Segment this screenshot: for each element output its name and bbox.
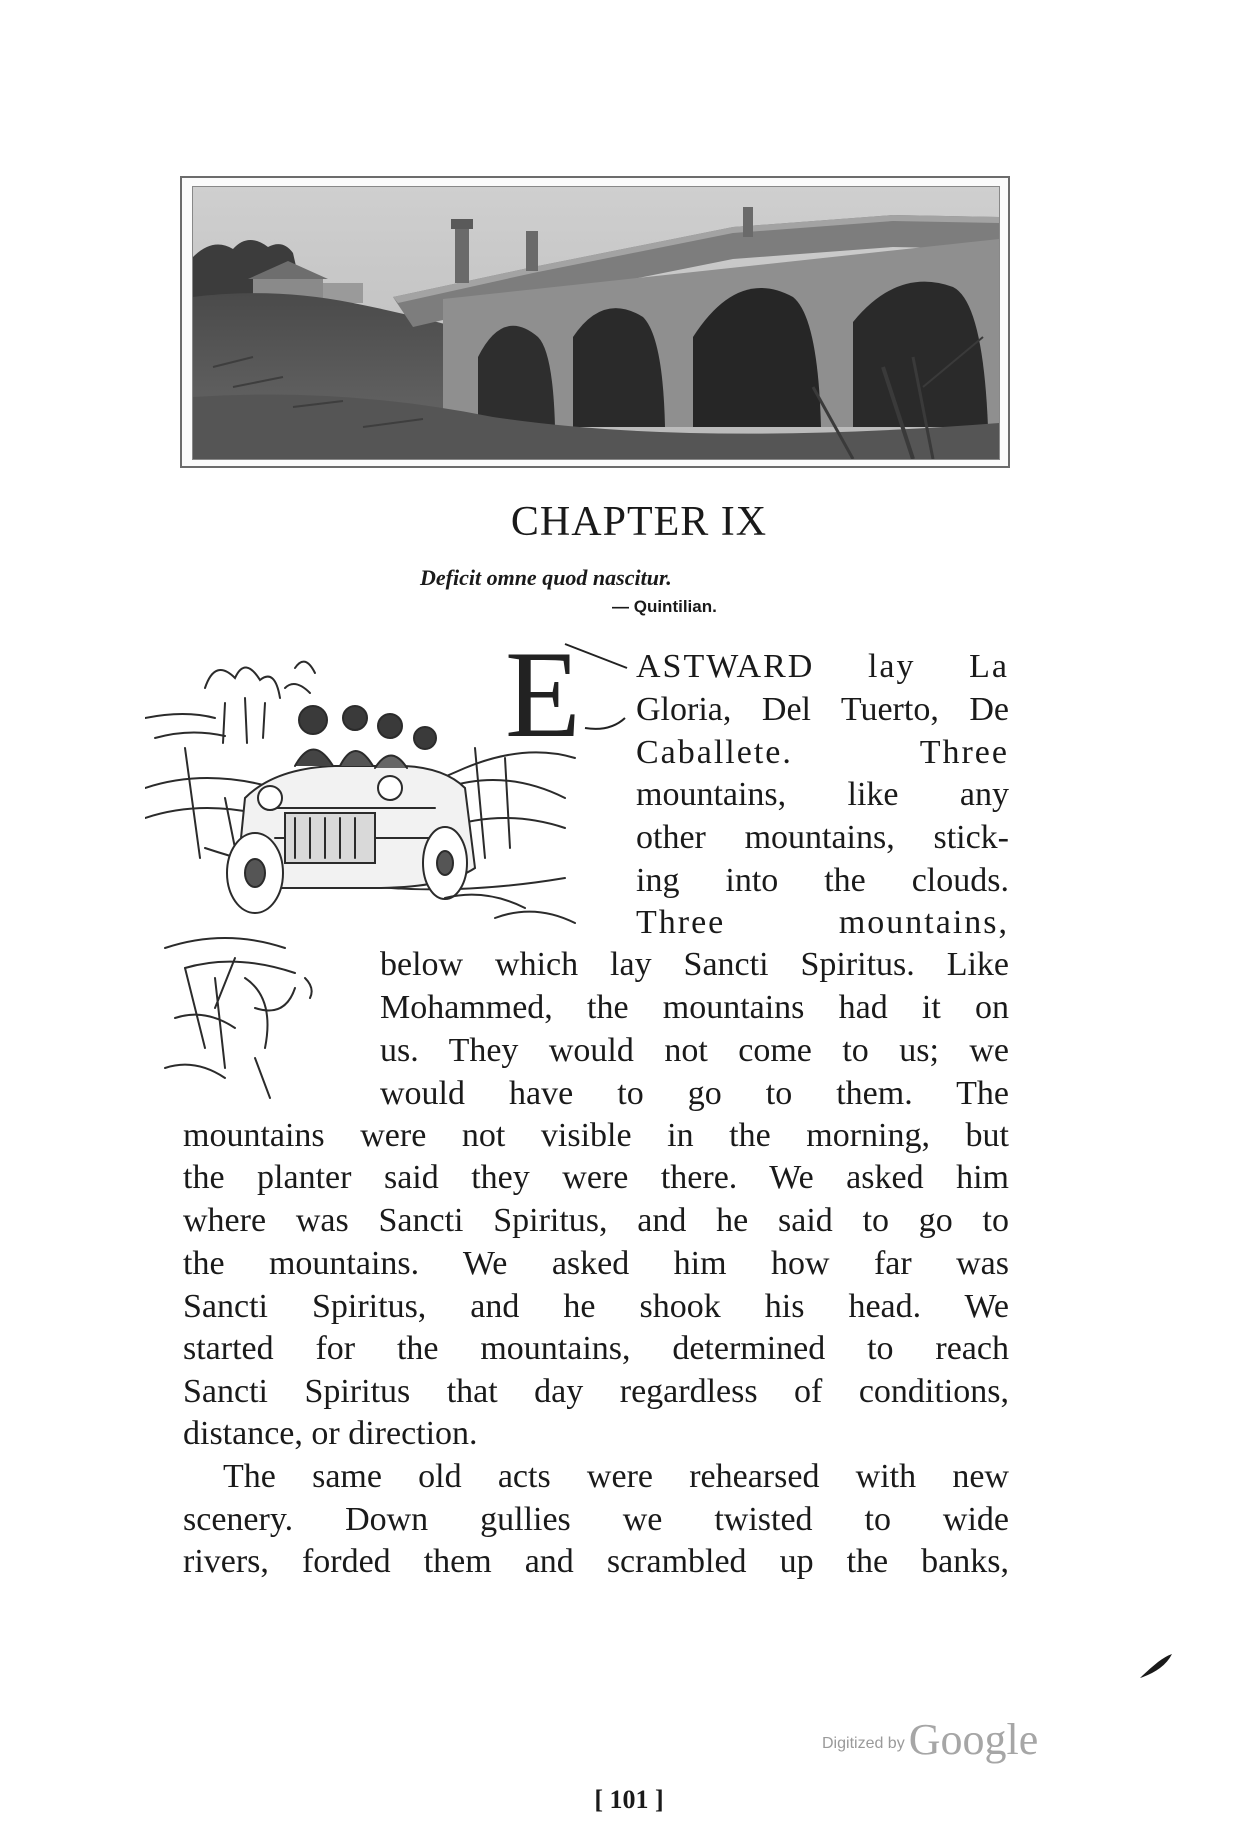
text-line: other mountains, stick-: [636, 819, 1009, 856]
text-line: Gloria, Del Tuerto, De: [636, 691, 1009, 728]
bridge-photograph-plate: [180, 176, 1010, 468]
text-line: scenery. Down gullies we twisted to wide: [183, 1501, 1009, 1538]
text-line: The same old acts were rehearsed with new: [223, 1458, 1009, 1495]
quill-mark-icon: [1138, 1652, 1174, 1680]
bridge-photograph: [192, 186, 1000, 460]
text-line: mountains, like any: [636, 776, 1009, 813]
epigraph: Deficit omne quod nascitur.: [420, 565, 672, 590]
page-number: [ 101 ]: [594, 1785, 664, 1814]
chapter-title: CHAPTER IX: [510, 499, 768, 545]
text-line: below which lay Sancti Spiritus. Like: [380, 946, 1009, 983]
digitized-by-google-watermark: [822, 1714, 1038, 1765]
text-line: Sancti Spiritus that day regardless of conditions,: [183, 1373, 1009, 1410]
google-logo: Google: [908, 1715, 1039, 1764]
text-line: ing into the clouds.: [636, 862, 1009, 899]
text-line: started for the mountains, determined to reach: [183, 1330, 1009, 1367]
text-line: distance, or direction.: [183, 1415, 478, 1452]
text-line: where was Sancti Spiritus, and he said to go to: [183, 1202, 1009, 1239]
text-line: us. They would not come to us; we: [380, 1032, 1009, 1069]
text-line: mountains were not visible in the morning, but: [183, 1117, 1009, 1154]
drop-cap: [505, 640, 635, 742]
text-line: Sancti Spiritus, and he shook his head. We: [183, 1288, 1009, 1325]
text-line: the planter said they were there. We asked him: [183, 1159, 1009, 1196]
text-line: the mountains. We asked him how far was: [183, 1245, 1009, 1282]
digitized-prefix: Digitized by: [822, 1735, 905, 1752]
drop-cap-letter: E: [505, 640, 581, 742]
text-line: Three mountains,: [636, 904, 1009, 941]
text-line: Caballete. Three: [636, 734, 1009, 771]
text-line: rivers, forded them and scrambled up the banks,: [183, 1543, 1009, 1580]
epigraph-attribution: — Quintilian.: [612, 597, 717, 616]
text-line: Mohammed, the mountains had it on: [380, 989, 1009, 1026]
text-line: ASTWARD lay La: [636, 648, 1009, 685]
text-line: would have to go to them. The: [380, 1075, 1009, 1112]
